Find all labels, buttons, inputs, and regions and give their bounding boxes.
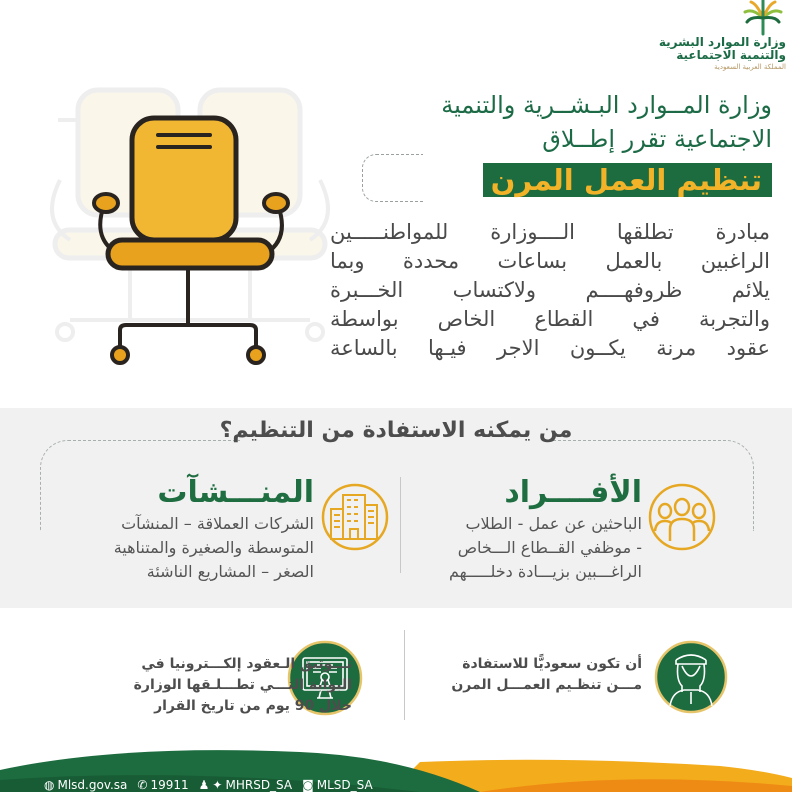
description [330, 218, 770, 363]
title-banner-container [362, 160, 772, 200]
twitter-icon: ✦ [212, 778, 223, 792]
section-divider [400, 477, 401, 573]
instagram-link[interactable] [302, 778, 373, 792]
headline [352, 88, 772, 156]
saudi-man-icon [654, 640, 728, 714]
buildings-icon [321, 483, 389, 551]
individuals-line: - موظفي القــطاع الـــخاص [457, 538, 642, 557]
enterprises-line: الصغر – المشاريع الناشئة [146, 562, 314, 581]
saudi-requirement [451, 654, 642, 696]
social-text: MHRSD_SA [225, 778, 293, 792]
logo-line-1: وزارة الموارد البشرية [658, 35, 786, 49]
who-benefits-title: من يمكنه الاستفادة من التنظيم؟ [219, 418, 573, 443]
headline-line-2: الاجتماعية تقرر إطــلاق [542, 125, 772, 153]
description-line: الراغبين بالعمل بساعات محددة وبما [330, 249, 770, 273]
headline-line-1: وزارة المــوارد البـشــرية والتنمية [441, 91, 772, 119]
instagram-icon: ◙ [302, 778, 314, 792]
saudi-requirement-line: أن تكون سعوديًّا للاستفادة [462, 656, 642, 672]
people-group-icon [648, 483, 716, 551]
description-line: والتجربة في القطاع الخاص بواسطة [330, 307, 770, 331]
palm-tree-icon [743, 0, 783, 36]
enterprises-line: المتوسطة والصغيرة والمتناهية [113, 538, 314, 557]
website-text: Mlsd.gov.sa [57, 778, 128, 792]
contracts-requirement-line: البوابة التـــي تطـــلـقها الوزارة [133, 677, 352, 693]
ministry-logo [648, 0, 792, 80]
snapchat-icon: ♟ [198, 778, 210, 792]
dashed-bracket [362, 154, 423, 202]
phone-icon: ✆ [137, 778, 148, 792]
office-chair-illustration [20, 70, 340, 370]
footer [0, 748, 792, 792]
enterprises-line: الشركات العملاقة – المنشآت [121, 514, 314, 533]
contracts-requirement [134, 654, 352, 717]
description-line: مبادرة تطلقها الــــوزارة للمواطنـــــين [330, 220, 770, 244]
footer-contacts [44, 778, 373, 792]
enterprises-title: المنـــشآت [157, 475, 314, 510]
enterprises-block [114, 474, 314, 584]
description-line: عقود مرنة يكــون الاجر فيـها بالساعة [330, 336, 770, 360]
saudi-requirement-line: مـــن تنظـيم العمـــل المرن [451, 677, 642, 693]
individuals-line: الباحثين عن عمل - الطلاب [465, 514, 642, 533]
description-line: يلائم ظروفهــــم ولاكتساب الخـــبرة [330, 278, 770, 302]
logo-line-2: والتنمية الاجتماعية [676, 48, 786, 62]
phone-link[interactable] [137, 778, 188, 792]
main-title: تنظيم العمل المرن [483, 163, 772, 197]
globe-icon: ◍ [44, 778, 55, 792]
contracts-requirement-line: خلال 90 يوم من تاريخ القرار [154, 698, 352, 714]
individuals-title: الأفــــراد [504, 475, 642, 510]
contracts-requirement-line: تـــوثيق الـعقود إلكـــترونيا في [141, 656, 352, 672]
instagram-text: MLSD_SA [316, 778, 373, 792]
requirements-divider [404, 630, 405, 720]
website-link[interactable] [44, 778, 127, 792]
individuals-line: الراغـــبين بزيـــادة دخلـــــهم [449, 562, 642, 581]
individuals-block [449, 474, 642, 584]
social-link[interactable] [199, 778, 292, 792]
phone-text: 19911 [150, 778, 189, 792]
logo-line-3: المملكة العربية السعودية [714, 63, 786, 71]
